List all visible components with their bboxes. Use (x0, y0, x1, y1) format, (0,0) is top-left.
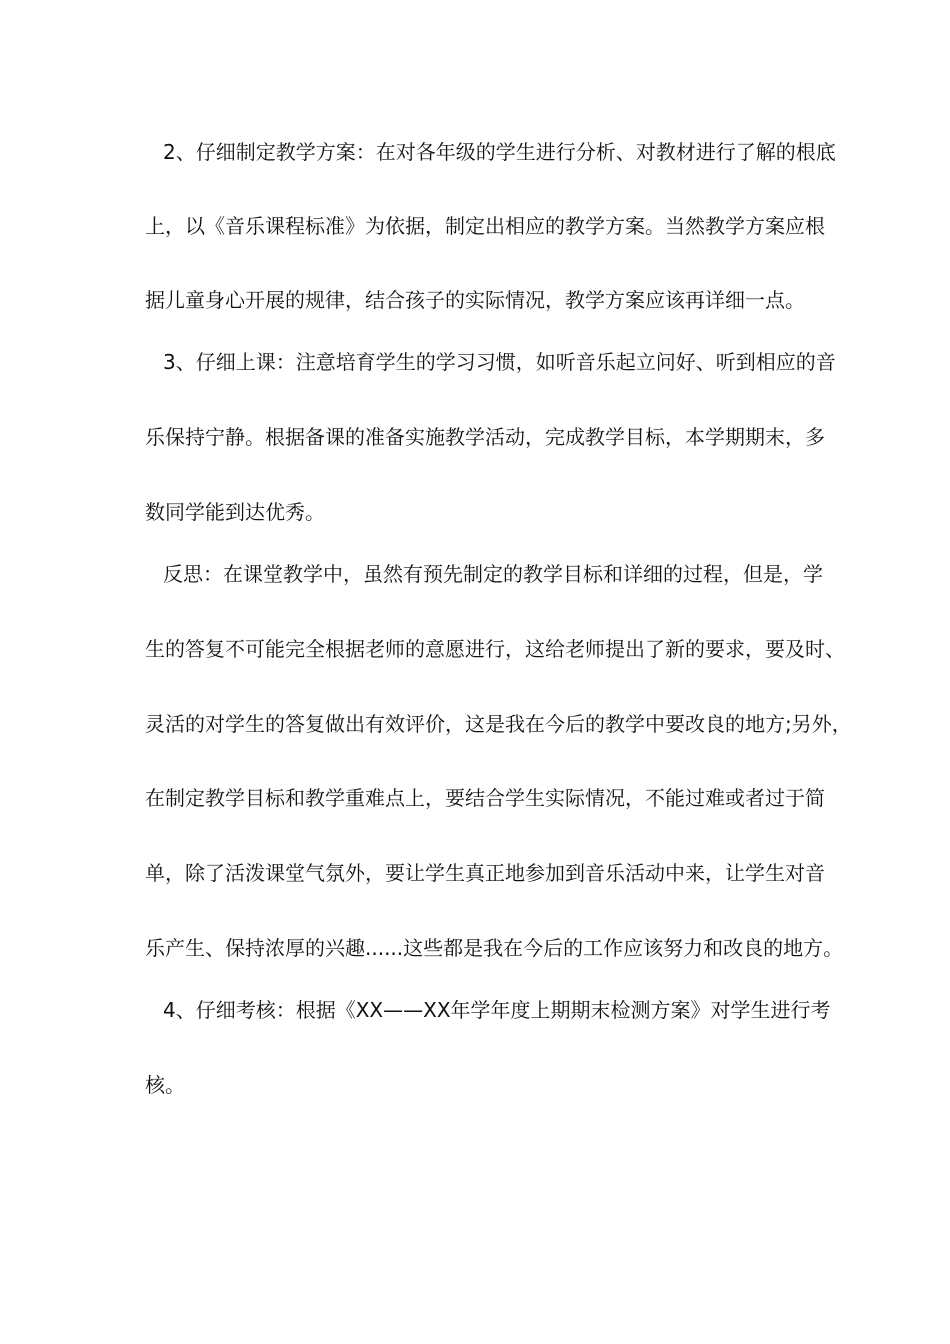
paragraph-line: 数同学能到达优秀。 (145, 500, 325, 524)
paragraph-line: 2、仔细制定教学方案：在对各年级的学生进行分析、对教材进行了解的根底 (163, 140, 836, 164)
paragraph-line: 上，以《音乐课程标准》为依据，制定出相应的教学方案。当然教学方案应根 (145, 214, 825, 238)
paragraph-line: 4、仔细考核：根据《XX——XX年学年度上期期末检测方案》对学生进行考 (163, 998, 831, 1022)
paragraph-line: 乐产生、保持浓厚的兴趣......这些都是我在今后的工作应该努力和改良的地方。 (145, 936, 844, 960)
paragraph-line: 乐保持宁静。根据备课的准备实施教学活动，完成教学目标，本学期期末，多 (145, 425, 825, 449)
paragraph-line: 在制定教学目标和教学重难点上，要结合学生实际情况，不能过难或者过于简 (145, 786, 825, 810)
paragraph-line: 单，除了活泼课堂气氛外，要让学生真正地参加到音乐活动中来，让学生对音 (145, 861, 825, 885)
paragraph-line: 核。 (145, 1073, 185, 1097)
paragraph-line: 反思：在课堂教学中，虽然有预先制定的教学目标和详细的过程，但是，学 (163, 562, 823, 586)
paragraph-line: 灵活的对学生的答复做出有效评价，这是我在今后的教学中要改良的地方;另外， (145, 712, 852, 736)
paragraph-line: 3、仔细上课：注意培育学生的学习习惯，如听音乐起立问好、听到相应的音 (163, 350, 836, 374)
paragraph-line: 生的答复不可能完全根据老师的意愿进行，这给老师提出了新的要求，要及时、 (145, 637, 845, 661)
paragraph-line: 据儿童身心开展的规律，结合孩子的实际情况，教学方案应该再详细一点。 (145, 288, 805, 312)
